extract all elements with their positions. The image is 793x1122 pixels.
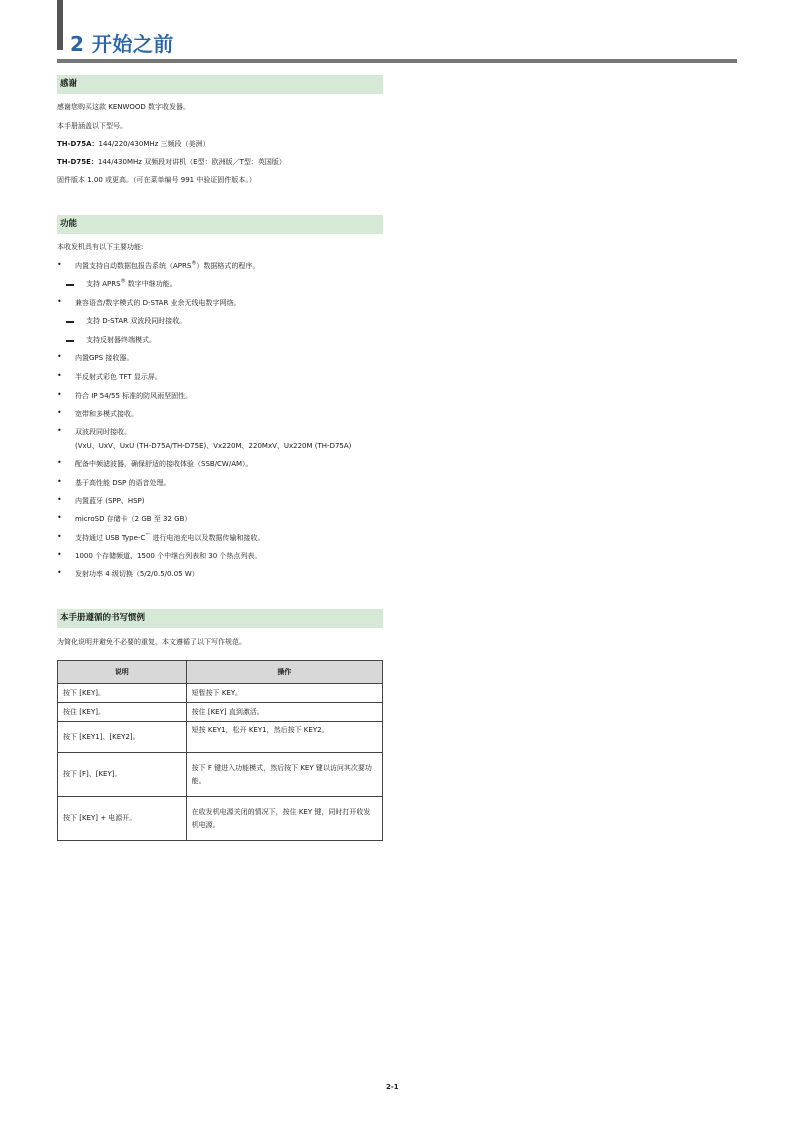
section-heading-features: 功能 [57,215,383,234]
feature-dstar: 兼容语音/数字模式的 D-STAR 业余无线电数字网络。 [75,299,241,307]
bullet-icon: • [57,477,62,486]
dash-icon [66,340,74,342]
feature-aprs: 内置支持自动数据包报告系统（APRS®）数据格式的程序。 [75,260,260,270]
bullet-icon: • [57,260,62,269]
feature-power: 发射功率 4 级切换（5/2/0.5/0.05 W） [75,570,199,578]
dash-icon [66,284,74,286]
cell-action: 在收发机电源关闭的情况下，按住 KEY 键，同时打开收发机电源。 [186,797,382,841]
bullet-icon: • [57,568,62,577]
feature-ip: 符合 IP 54/55 标准的防风雨坚固性。 [75,392,193,400]
features-intro: 本收发机具有以下主要功能: [57,243,144,251]
conventions-intro: 为简化说明并避免不必要的重复，本文遵循了以下写作规范。 [57,638,246,646]
cell-description: 按下 [KEY1]、[KEY2]。 [58,722,187,753]
bullet-icon: • [57,408,62,417]
bullet-icon: • [57,352,62,361]
feature-if-filter: 配备中频滤波器，确保舒适的接收体验（SSB/CW/AM）。 [75,460,253,468]
feature-channels: 1000 个存储频道、1500 个中继台列表和 30 个热点列表。 [75,552,262,560]
firmware-note: 固件版本 1.00 或更高。（可在菜单编号 991 中验证固件版本。） [57,176,256,184]
bullet-icon: • [57,550,62,559]
bullet-icon: • [57,495,62,504]
thanks-intro: 感谢您购买这款 KENWOOD 数字收发器。 [57,103,191,111]
chapter-accent-bar [57,0,63,50]
feature-bluetooth: 内置蓝牙 (SPP、HSP) [75,497,145,505]
bullet-icon: • [57,426,62,435]
model-e-line [57,157,286,167]
cell-action: 短按 KEY1，松开 KEY1，然后按下 KEY2。 [186,722,382,753]
feature-dstar-sub1: 支持 D-STAR 双波段同时接收。 [86,317,187,325]
model-a-desc: 144/220/430MHz 三频段（美洲） [98,140,210,148]
section-heading-thanks: 感谢 [57,75,383,94]
feature-dual-detail: (VxU、UxV、UxU (TH-D75A/TH-D75E)、Vx220M、220MxV、Ux220M (TH-D75A) [75,442,352,450]
feature-tft: 半反射式彩色 TFT 显示屏。 [75,373,162,381]
model-e-desc: 144/430MHz 双频段对讲机（E型：欧洲版／T型：英国版） [97,158,286,166]
chapter-divider [57,59,737,63]
model-a-name: TH-D75A： [57,140,99,148]
table-header-row [58,661,383,684]
table-row [58,797,383,841]
column-header-action: 操作 [186,661,382,684]
feature-dstar-sub2: 支持反射器终端模式。 [86,336,156,344]
bullet-icon: • [57,513,62,522]
feature-aprs-sub: 支持 APRS® 数字中继功能。 [86,278,177,288]
feature-dual: 双波段同时接收。 [75,428,131,436]
cell-action: 按住 [KEY] 直到激活。 [186,703,382,722]
cell-action: 按下 F 键进入功能模式，然后按下 KEY 键以访问其次要功能。 [186,753,382,797]
cell-description: 按下 [F]、[KEY]。 [58,753,187,797]
section-heading-conventions: 本手册遵循的书写惯例 [57,609,383,628]
bullet-icon: • [57,297,62,306]
bullet-icon: • [57,371,62,380]
chapter-title: 2 开始之前 [70,32,174,56]
table-row [58,703,383,722]
model-e-name: TH-D75E： [57,158,98,166]
conventions-table [57,660,383,841]
table-row [58,753,383,797]
cell-description: 按住 [KEY]。 [58,703,187,722]
bullet-icon: • [57,390,62,399]
column-header-description: 说明 [58,661,187,684]
feature-microsd: microSD 存储卡（2 GB 至 32 GB） [75,515,192,523]
models-intro: 本手册涵盖以下型号。 [57,122,127,130]
feature-dsp: 基于高性能 DSP 的语音处理。 [75,479,171,487]
bullet-icon: • [57,458,62,467]
feature-gps: 内置GPS 接收器。 [75,354,134,362]
cell-description: 按下 [KEY] + 电源开。 [58,797,187,841]
page-number: 2-1 [386,1083,399,1091]
bullet-icon: • [57,532,62,541]
feature-usb: 支持通过 USB Type-C™ 进行电池充电以及数据传输和接收。 [75,532,265,542]
cell-description: 按下 [KEY]。 [58,684,187,703]
feature-wideband: 宽带和多模式接收。 [75,410,138,418]
cell-action: 短暂按下 KEY。 [186,684,382,703]
model-a-line [57,139,210,149]
table-row [58,722,383,753]
dash-icon [66,321,74,323]
table-row [58,684,383,703]
